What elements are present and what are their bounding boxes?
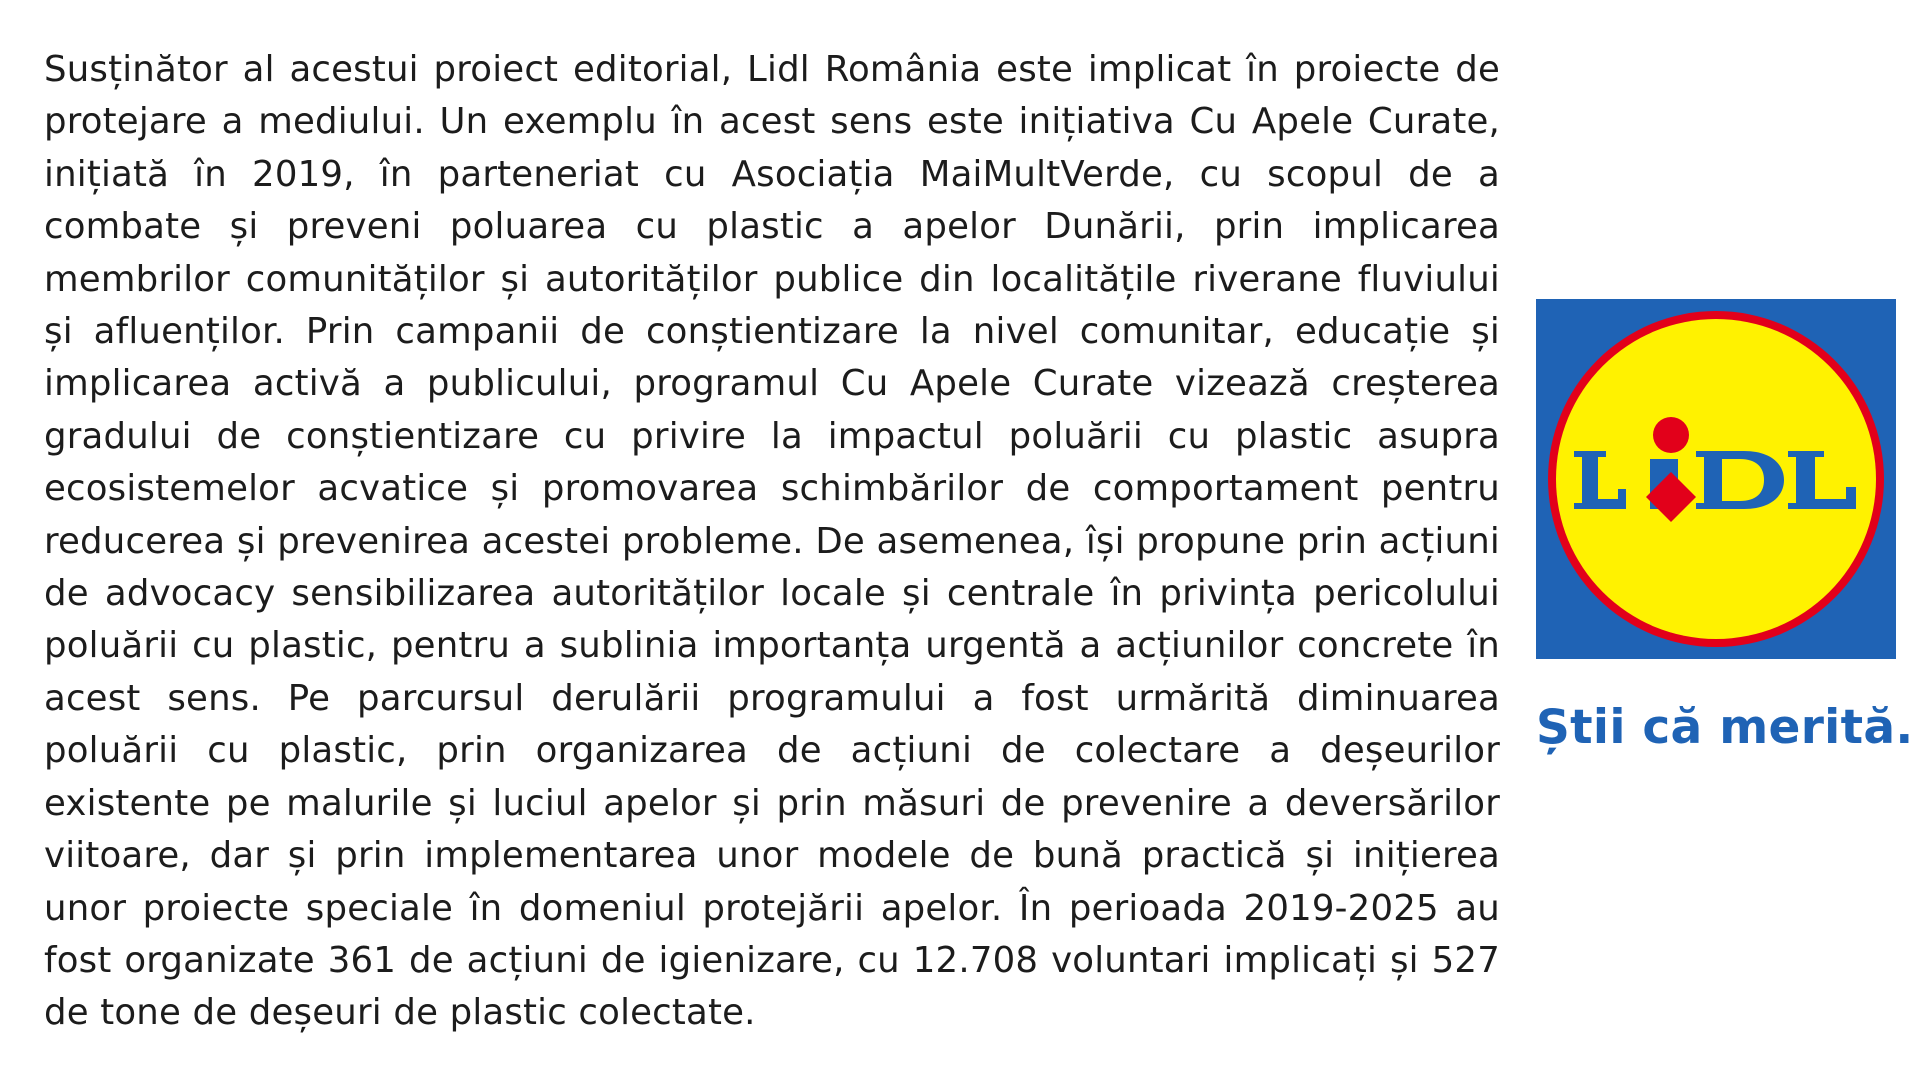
lidl-brand-block xyxy=(1536,299,1914,756)
article-paragraph: Susținător al acestui proiect editorial, Lidl România este implicat în proiecte de protejare a mediului. Un exemplu în acest sens este inițiativa Cu Apele Curate, inițiată în 2019, în parteneriat cu Asociația MaiMultVerde, cu scopul de a combate și preveni poluarea cu plastic a apelor Dunării, prin implicarea membrilor comunităților și autorităților publice din localitățile riverane fluviului și afluenților. Prin campanii de conștientizare la nivel comunitar, educație și implicarea activă a publicului, programul Cu Apele Curate vizează creșterea gradului de conștientizare cu privire la impactul poluării cu plastic asupra ecosistemelor acvatice și promovarea schimbărilor de comportament pentru reducerea și prevenirea acestei probleme. De asemenea, își propune prin acțiuni de advocacy sensibilizarea autorităților locale și centrale în privința pericolului poluării cu plastic, pentru a sublinia importanța urgentă a acțiunilor concrete în acest sens. Pe parcursul derulării programului a fost urmărită diminuarea poluării cu plastic, prin organizarea de acțiuni de colectare a deșeurilor existente pe malurile și luciul apelor și prin măsuri de prevenire a deversărilor viitoare, dar și prin implementarea unor modele de bună practică și inițierea unor proiecte speciale în domeniul protejării apelor. În perioada 2019-2025 au fost organizate 361 de acțiuni de igienizare, cu 12.708 voluntari implicați și 527 de tone de deșeuri de plastic colectate. xyxy=(44,49,1500,1034)
brand-tagline: Știi că merită. xyxy=(1536,700,1914,755)
article-content xyxy=(44,44,1500,1040)
lidl-logo-icon xyxy=(1536,299,1896,659)
